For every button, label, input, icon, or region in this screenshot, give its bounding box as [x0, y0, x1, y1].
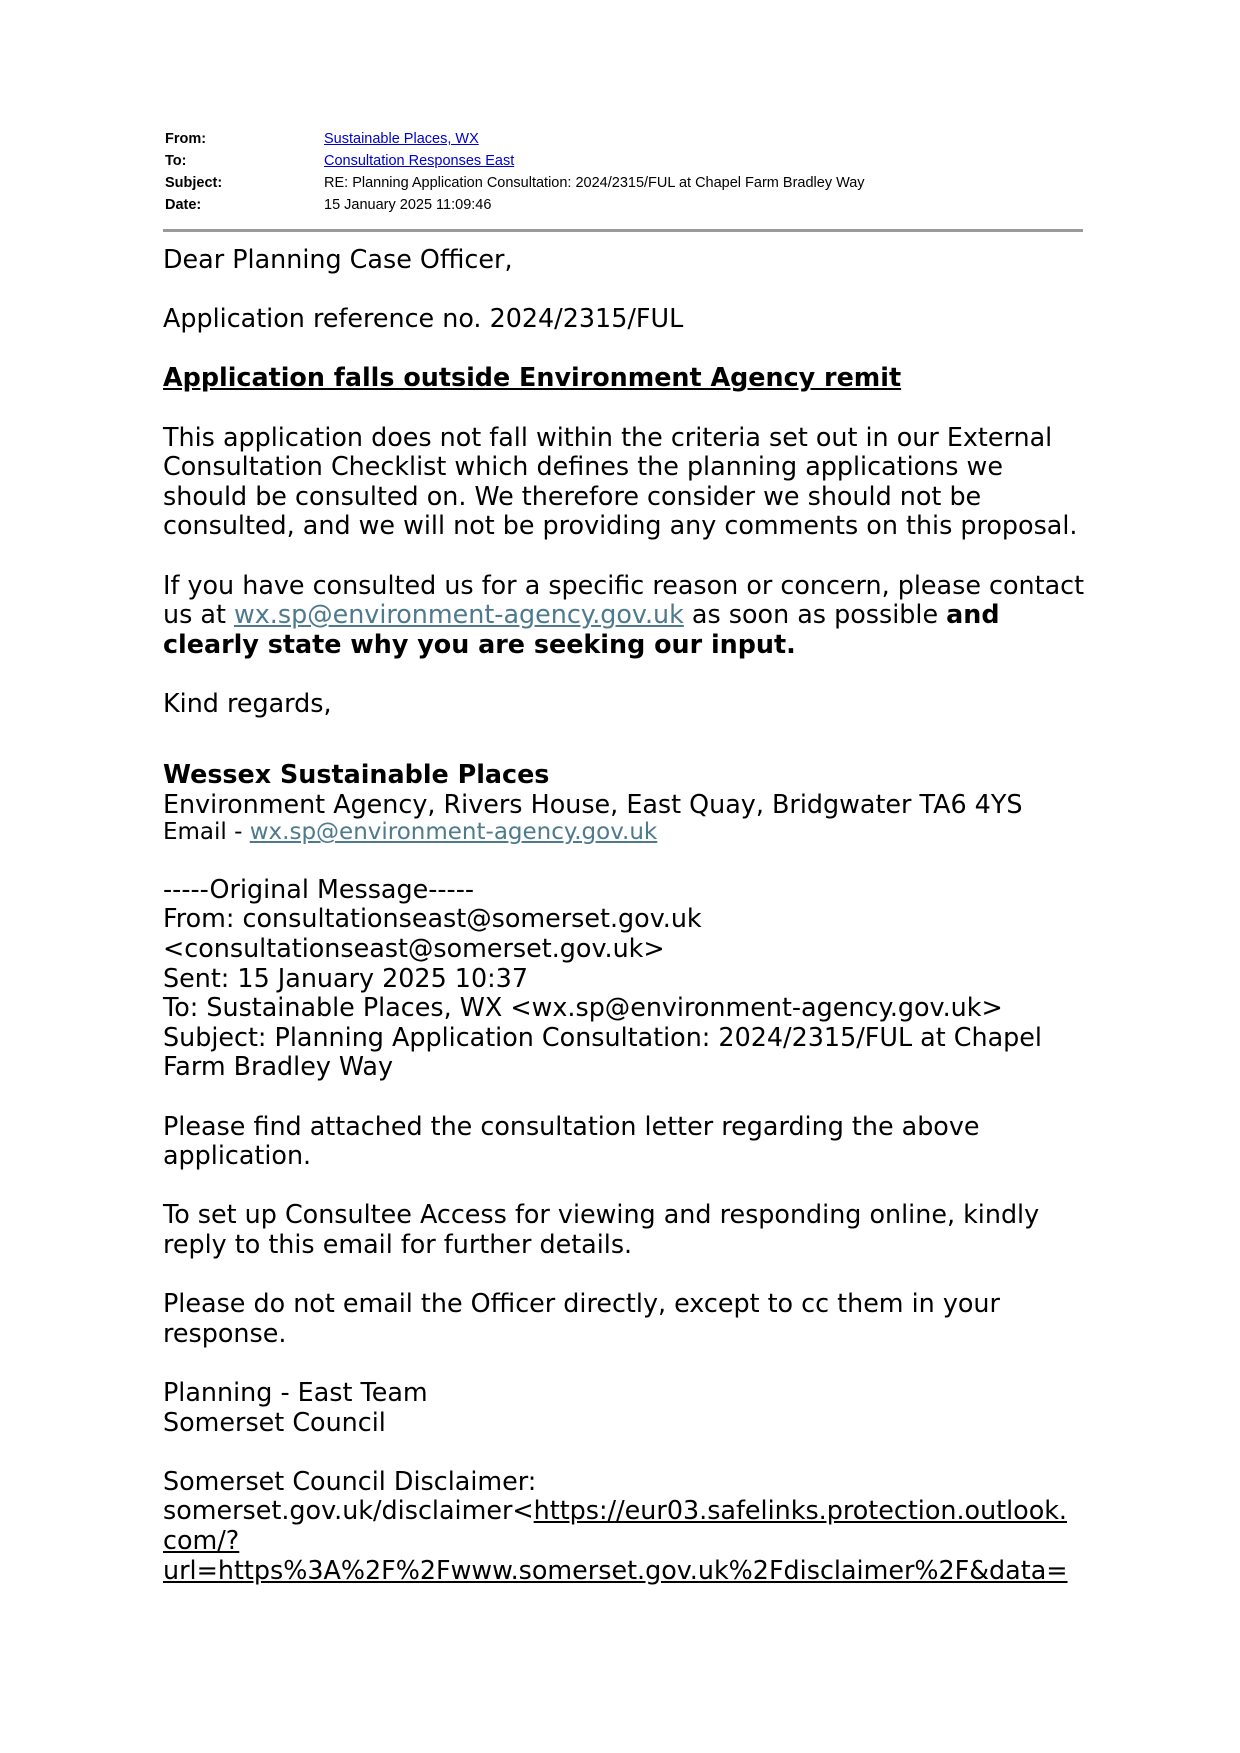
remit-paragraph: This application does not fall within the criteria set out in our External Consultation Checklist which defines the planning applications we should be consulted on. We therefore consider we should not be consulted, and we will not be providing any comments on this proposal.: [163, 421, 1078, 541]
disclaimer-line3: [163, 1556, 1093, 1586]
header-divider: [163, 229, 1083, 232]
greeting: Dear Planning Case Officer,: [163, 244, 513, 274]
remit-heading: Application falls outside Environment Agency remit: [163, 362, 902, 393]
original-from-line2: <consultationseast@somerset.gov.uk>: [163, 933, 665, 964]
original-team: Planning - East Team: [163, 1376, 428, 1407]
disclaimer-link-part2[interactable]: com/?: [163, 1524, 240, 1555]
email-header: [165, 128, 1083, 216]
original-to: To: Sustainable Places, WX <wx.sp@environment-agency.gov.uk>: [163, 992, 1003, 1023]
original-from-line1: From: consultationseast@somerset.gov.uk: [163, 903, 702, 934]
from-label: From:: [165, 131, 207, 147]
reference-line: Application reference no. 2024/2315/FUL: [163, 303, 684, 334]
disclaimer-link-part3[interactable]: url=https%3A%2F%2Fwww.somerset.gov.uk%2Fdisclaimer%2F&data=: [163, 1554, 1068, 1585]
contact-text: If you have consulted us for a specific reason or concern, please contact us at: [163, 569, 1085, 630]
disclaimer-link-part1[interactable]: https://eur03.safelinks.protection.outlook.: [533, 1495, 1068, 1526]
signature-name: Wessex Sustainable Places: [163, 759, 550, 790]
contact-emphasis: and clearly state why you are seeking our input.: [163, 599, 1000, 659]
original-sent: Sent: 15 January 2025 10:37: [163, 962, 528, 993]
original-council: Somerset Council: [163, 1406, 386, 1437]
from-link[interactable]: Sustainable Places, WX: [324, 131, 479, 147]
original-para3: Please do not email the Officer directly, except to cc them in your response.: [163, 1288, 1000, 1348]
date-value: 15 January 2025 11:09:46: [324, 197, 492, 213]
disclaimer-line2: [163, 1526, 1093, 1556]
header-date-row: [165, 194, 1083, 216]
date-label: Date:: [165, 197, 202, 213]
to-label: To:: [165, 153, 187, 169]
signature-email-line: [163, 819, 1093, 845]
signature-email-label: Email -: [163, 819, 250, 846]
disclaimer-line1: [163, 1496, 1093, 1526]
header-subject-row: [165, 172, 1083, 194]
header-from-row: [165, 128, 1083, 150]
signature-address: Environment Agency, Rivers House, East Quay, Bridgwater TA6 4YS: [163, 788, 1023, 819]
subject-value: RE: Planning Application Consultation: 2024/2315/FUL at Chapel Farm Bradley Way: [324, 175, 865, 191]
original-message-marker: -----Original Message-----: [163, 873, 475, 904]
disclaimer-label: Somerset Council Disclaimer:: [163, 1465, 537, 1496]
closing: Kind regards,: [163, 687, 332, 718]
disclaimer-prefix: somerset.gov.uk/disclaimer<: [163, 1495, 534, 1526]
contact-text-mid: as soon as possible: [683, 599, 947, 630]
contact-email-link[interactable]: wx.sp@environment-agency.gov.uk: [233, 599, 684, 630]
contact-paragraph: [163, 571, 1093, 660]
signature-email-link[interactable]: wx.sp@environment-agency.gov.uk: [249, 819, 658, 846]
email-body: [163, 245, 1093, 1585]
header-to-row: [165, 150, 1083, 172]
original-para2: To set up Consultee Access for viewing and responding online, kindly reply to this email for further details.: [163, 1199, 1040, 1259]
original-subject: Subject: Planning Application Consultation: 2024/2315/FUL at Chapel Farm Bradley Way: [163, 1021, 1042, 1082]
to-link[interactable]: Consultation Responses East: [324, 153, 515, 169]
subject-label: Subject:: [165, 175, 223, 191]
original-para1: Please find attached the consultation letter regarding the above application.: [163, 1110, 980, 1171]
